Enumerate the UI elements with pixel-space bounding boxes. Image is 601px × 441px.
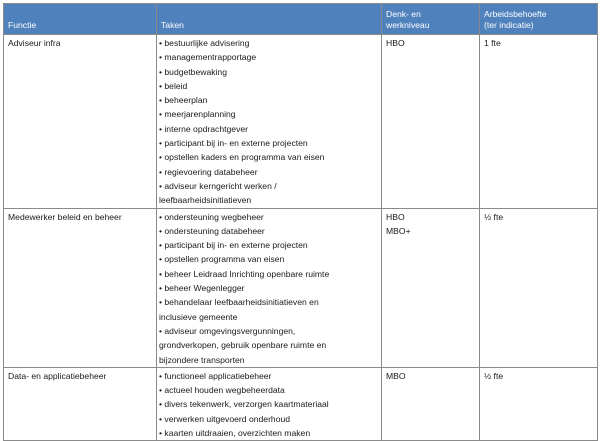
task-item: • participant bij in- en externe projecten: [159, 138, 308, 149]
table-body: [4, 35, 598, 441]
cell-niveau: [382, 208, 480, 367]
task-item: • divers tekenwerk, verzorgen kaartmateriaal: [159, 399, 329, 410]
task-item: • beleid: [159, 80, 188, 91]
header-row: [4, 4, 598, 35]
cell-functie: Medewerker beleid en beheer: [4, 208, 157, 367]
cell-niveau: [382, 367, 480, 440]
niveau-value: MBO+: [386, 225, 411, 236]
task-item: grondverkopen, gebruik openbare ruimte en: [159, 340, 327, 351]
task-item: • opstellen kaders en programma van eisen: [159, 152, 325, 163]
task-item: • regievoering databeheer: [159, 166, 258, 177]
header-niveau-line2: werkniveau: [386, 20, 430, 30]
table-row: [4, 367, 598, 440]
header-behoefte-line2: (ter indicatie): [484, 20, 534, 30]
cell-taken: [157, 367, 382, 440]
table-row: [4, 208, 598, 367]
task-item: • opstellen programma van eisen: [159, 254, 285, 265]
task-item: • ondersteuning wegbeheer: [159, 211, 264, 222]
cell-taken: [157, 208, 382, 367]
cell-taken: [157, 35, 382, 209]
task-item: • adviseur omgevingsvergunningen,: [159, 325, 296, 336]
task-item: • meerjarenplanning: [159, 109, 236, 120]
cell-niveau: [382, 35, 480, 209]
cell-functie: Adviseur infra: [4, 35, 157, 209]
table-row: [4, 35, 598, 209]
task-item: • kaarten uitdraaien, overzichten maken: [159, 428, 311, 439]
header-niveau: [382, 4, 480, 35]
cell-behoefte: 1 fte: [480, 35, 598, 209]
header-behoefte: [480, 4, 598, 35]
task-item: • behandelaar leefbaarheidsinitiatieven en: [159, 297, 319, 308]
task-item: • beheerplan: [159, 95, 208, 106]
task-item: • bestuurlijke advisering: [159, 38, 250, 48]
niveau-value: HBO: [386, 38, 405, 48]
task-item: • verwerken uitgevoerd onderhoud: [159, 413, 291, 424]
cell-behoefte: ½ fte: [480, 367, 598, 440]
task-item: • managementrapportage: [159, 52, 257, 63]
task-item: • beheer Leidraad Inrichting openbare ruimte: [159, 268, 330, 279]
task-item: bijzondere transporten: [159, 354, 245, 365]
task-item: • interne opdrachtgever: [159, 123, 249, 134]
task-item: • functioneel applicatiebeheer: [159, 370, 272, 381]
task-item: • adviseur kerngericht werken /: [159, 180, 277, 191]
task-item: • participant bij in- en externe projecten: [159, 240, 308, 251]
niveau-value: MBO: [386, 370, 406, 381]
header-niveau-line1: Denk- en: [386, 9, 421, 19]
cell-functie: Data- en applicatiebeheer: [4, 367, 157, 440]
task-item: • actueel houden wegbeheerdata: [159, 385, 285, 396]
task-item: • ondersteuning databeheer: [159, 225, 265, 236]
header-behoefte-line1: Arbeidsbehoefte: [484, 9, 547, 19]
function-table: [3, 3, 598, 441]
header-functie: Functie: [4, 4, 157, 35]
cell-behoefte: ½ fte: [480, 208, 598, 367]
task-item: • budgetbewaking: [159, 66, 227, 77]
task-item: • beheer Wegenlegger: [159, 283, 245, 294]
task-item: leefbaarheidsinitiatieven: [159, 195, 252, 206]
niveau-value: HBO: [386, 211, 405, 222]
task-item: inclusieve gemeente: [159, 311, 238, 322]
header-taken: Taken: [157, 4, 382, 35]
